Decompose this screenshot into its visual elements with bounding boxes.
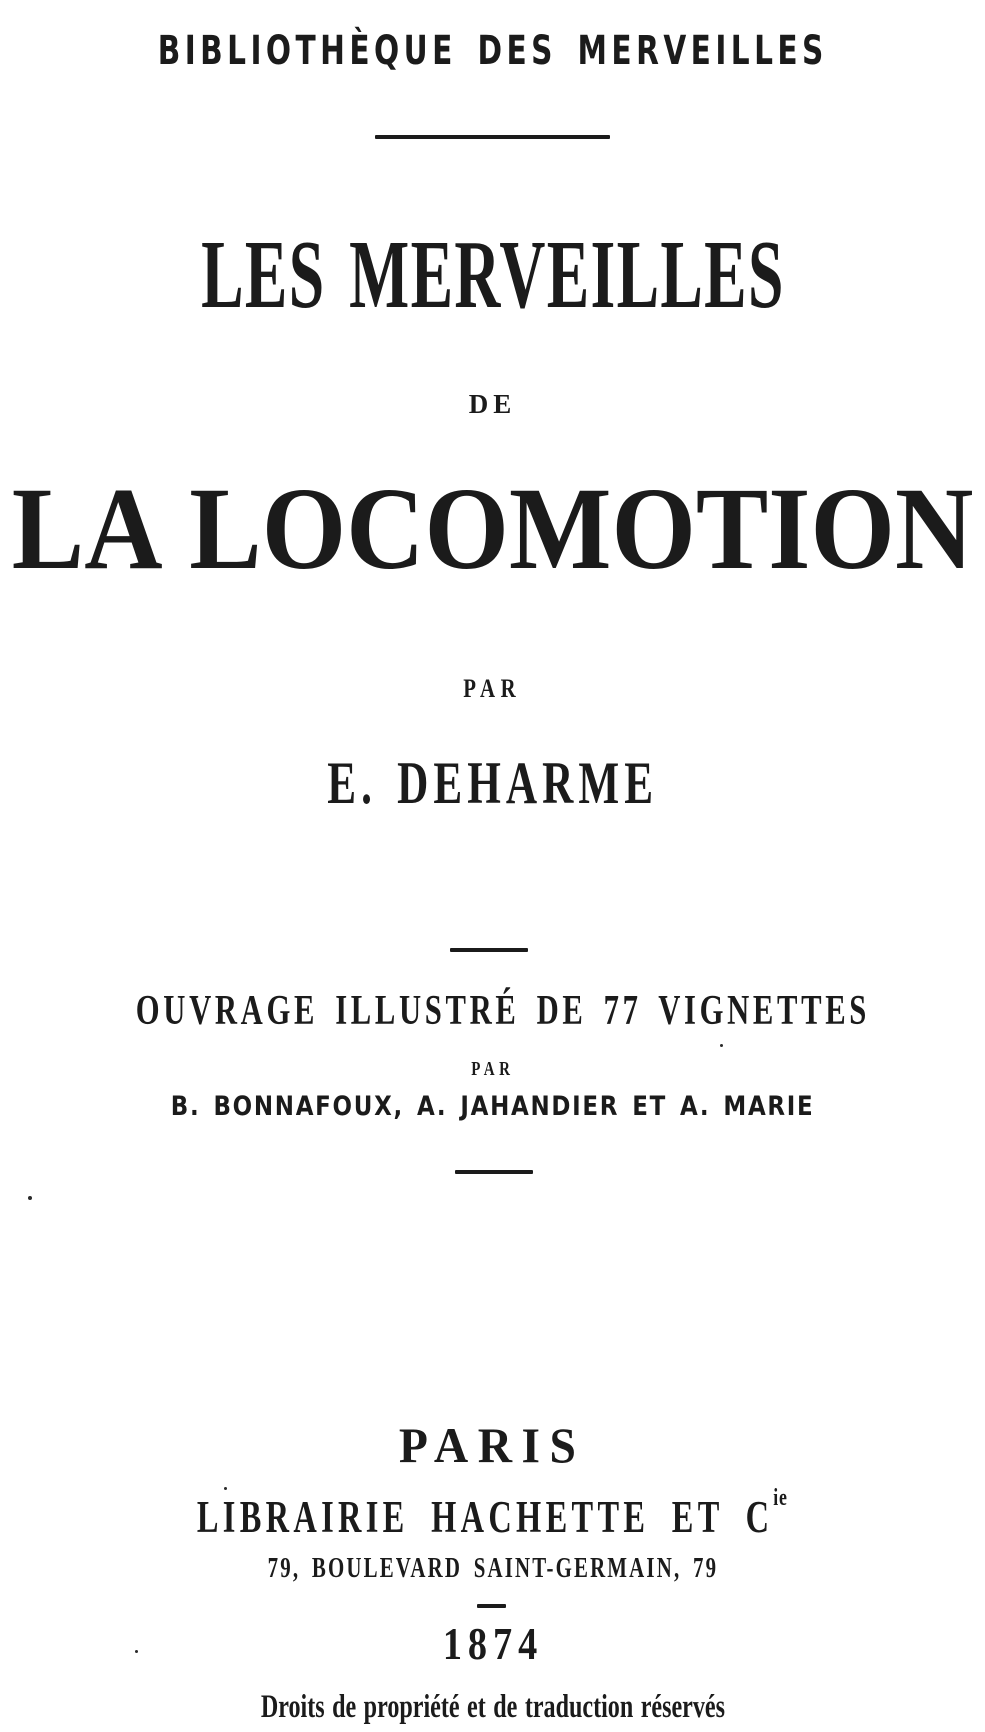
publisher-name-main: LIBRAIRIE HACHETTE ET C [197,1492,774,1542]
imprint-city-text: PARIS [399,1417,586,1473]
book-title-line1-text: LES MERVEILLES [200,221,785,329]
scan-speck [28,1196,32,1200]
publisher-name [0,1483,985,1542]
illustrators-label-text: PAR [470,1058,515,1080]
publication-year [0,1619,985,1669]
title-connector [0,391,985,418]
book-title-line2-text: LA LOCOMOTION [11,463,974,594]
illustrators-names-text: B. BONNAFOUX, A. JAHANDIER ET A. MARIE [170,1091,815,1122]
header-rule [375,135,610,139]
rights-notice-text: Droits de propriété et de traduction réservés [260,1689,725,1725]
publisher-abbreviation-superscript: ie [773,1483,788,1511]
illustrators-names [0,1093,985,1120]
author-name [0,750,985,816]
author-name-text: E. DEHARME [327,750,658,816]
illustrators-label [0,1059,985,1079]
ornament-rule [450,948,528,952]
illustration-note [0,990,985,1032]
publisher-address [0,1554,985,1583]
separator-rule [455,1170,533,1174]
byline-label [0,676,985,702]
collection-title [0,28,985,74]
scan-speck [135,1650,138,1653]
byline-label-text: PAR [463,674,522,703]
publisher-name-text [197,1483,788,1542]
rights-notice [0,1691,985,1724]
book-title-line2 [0,463,985,594]
scan-speck [224,1487,227,1490]
title-connector-text: DE [468,389,517,419]
collection-title-text: BIBLIOTHÈQUE DES MERVEILLES [157,28,828,74]
illustration-note-text: OUVRAGE ILLUSTRÉ DE 77 VIGNETTES [135,988,871,1034]
publisher-address-text: 79, BOULEVARD SAINT-GERMAIN, 79 [267,1552,718,1584]
imprint-city [0,1417,985,1473]
scan-speck [720,1044,723,1047]
book-title-line1 [0,221,985,329]
publication-year-text: 1874 [442,1619,543,1669]
year-divider-dash [477,1604,506,1608]
